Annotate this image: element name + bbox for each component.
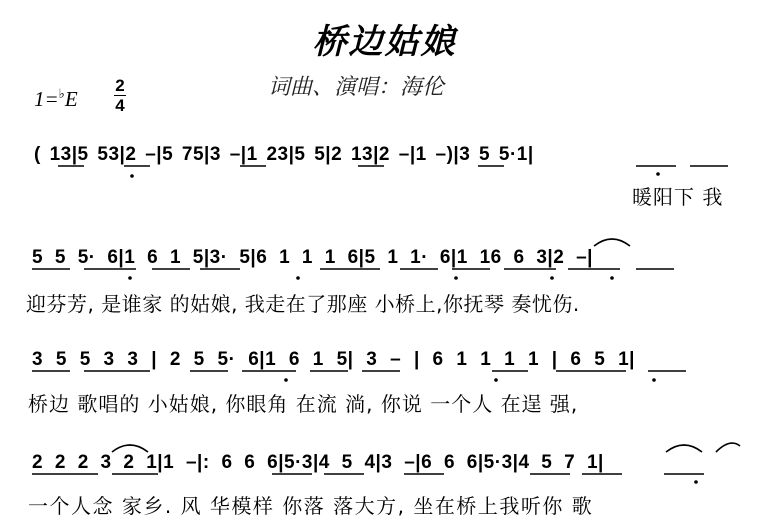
octave-dot xyxy=(656,172,660,176)
octave-dot xyxy=(494,378,498,382)
staff-line-3-lyrics: 桥边 歌唱的 小姑娘, 你眼角 在流 淌, 你说 一个人 在逞 强, xyxy=(28,392,579,416)
octave-dot xyxy=(550,276,554,280)
slur-mark xyxy=(716,443,740,452)
time-signature-bottom: 4 xyxy=(115,96,125,115)
flat-sign: ♭ xyxy=(58,86,65,101)
octave-dot xyxy=(296,276,300,280)
octave-dot xyxy=(284,378,288,382)
slur-mark xyxy=(112,445,148,452)
song-credits: 词曲、演唱：海伦 xyxy=(268,75,445,100)
time-signature-top: 2 xyxy=(115,76,125,95)
key-prefix: 1= xyxy=(34,87,59,111)
slur-mark xyxy=(594,239,630,246)
staff-line-2-lyrics: 迎芬芳, 是谁家 的姑娘, 我走在了那座 小桥上,你抚琴 奏忧伤. xyxy=(26,292,580,316)
staff-line-2-notes: 5 5 5· 6|1 6 1 5|3· 5|6 1 1 1 6|5 1 1· 6|1 16 6 3|2 –| xyxy=(32,247,593,268)
staff-line-1-notes: ( 13|5 53|2 –|5 75|3 –|1 23|5 5|2 13|2 –|1 –)|3 5 5·1| xyxy=(34,144,534,165)
octave-dot xyxy=(128,276,132,280)
octave-dot xyxy=(652,378,656,382)
staff-line-3-notes: 3 5 5 3 3 | 2 5 5· 6|1 6 1 5| 3 – | 6 1 1 1 1 | 6 5 1| xyxy=(32,349,635,370)
staff-line-4-lyrics: 一个人念 家乡. 风 华模样 你落 落大方, 坐在桥上我听你 歌 xyxy=(28,494,594,518)
key-note: E xyxy=(64,87,78,111)
octave-dot xyxy=(694,480,698,484)
octave-dot xyxy=(130,174,134,178)
slur-mark xyxy=(666,445,702,452)
octave-dot xyxy=(454,276,458,280)
song-title: 桥边姑娘 xyxy=(312,22,457,62)
staff-line-1-lyrics: 暖阳下 我 xyxy=(632,185,724,209)
staff-line-4-notes: 2 2 2 3 2 1|1 –|: 6 6 6|5·3|4 5 4|3 –|6 6 6|5·3|4 5 7 1| xyxy=(32,452,604,473)
octave-dot xyxy=(610,276,614,280)
